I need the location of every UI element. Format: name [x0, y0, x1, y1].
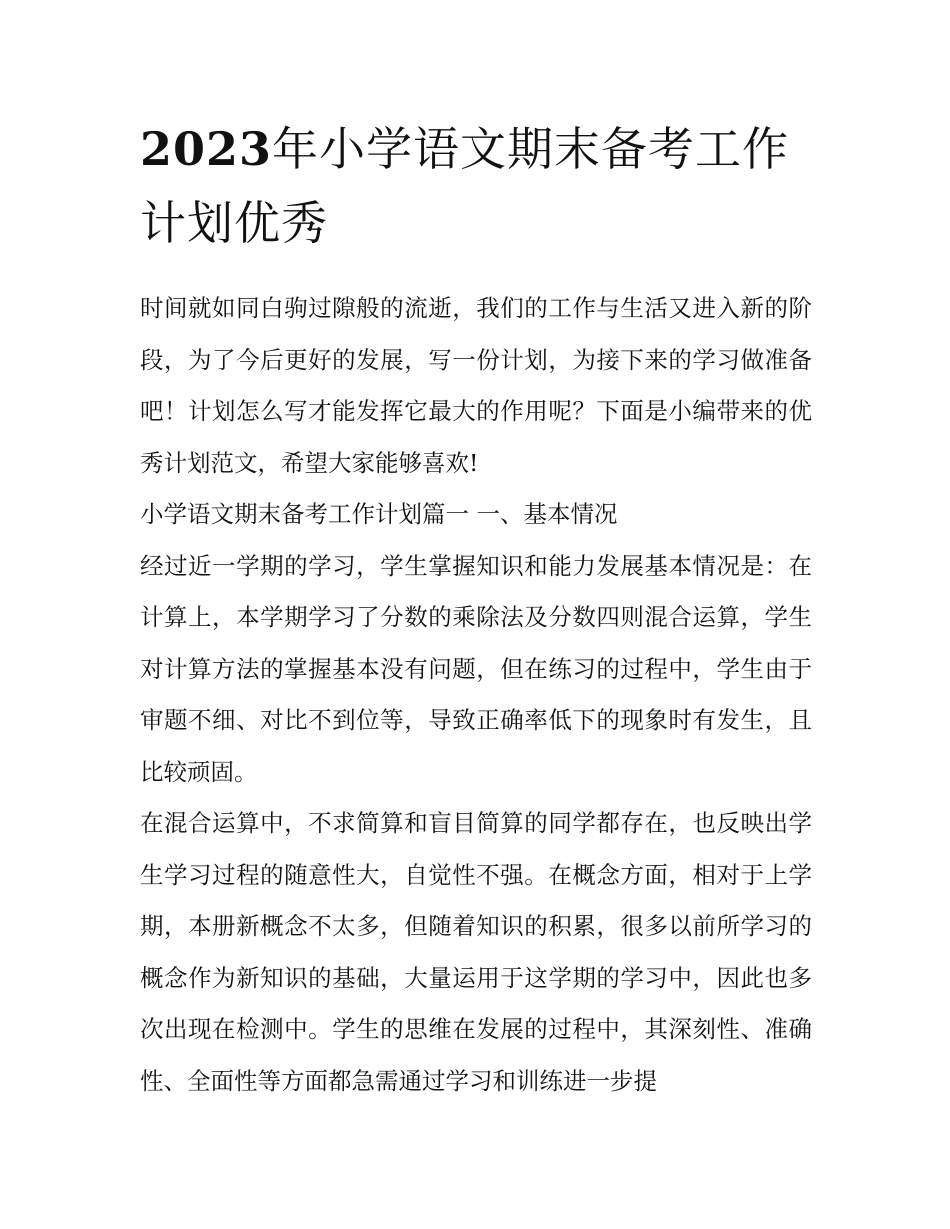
- intro-paragraph: 时间就如同白驹过隙般的流逝，我们的工作与生活又进入新的阶段，为了今后更好的发展，写一份计划，为接下来的学习做准备吧！计划怎么写才能发挥它最大的作用呢？下面是小编带来的优秀计划范文，希望大家能够喜欢!: [140, 294, 812, 477]
- mixed-operation-paragraph: 在混合运算中，不求简算和盲目简算的同学都存在，也反映出学生学习过程的随意性大，自觉性不强。在概念方面，相对于上学期，本册新概念不太多，但随着知识的积累，很多以前所学习的概念作为新知识的基础，大量运用于这学期的学习中，因此也多次出现在检测中。学生的思维在发展的过程中，其深刻性、准确性、全面性等方面都急需通过学习和训练进一步提: [140, 809, 812, 1095]
- basic-situation-paragraph: 经过近一学期的学习，学生掌握知识和能力发展基本情况是：在计算上，本学期学习了分数的乘除法及分数四则混合运算，学生对计算方法的掌握基本没有问题，但在练习的过程中，学生由于审题不细、对比不到位等，导致正确率低下的现象时有发生，且比较顽固。: [140, 551, 812, 786]
- title-text: 年小学语文期末备考工作计划优秀: [140, 122, 790, 250]
- document-title: [140, 112, 812, 260]
- section-heading-paragraph: 小学语文期末备考工作计划篇一 一、基本情况: [140, 500, 618, 528]
- document-body: [140, 283, 812, 1107]
- title-year: 2023: [140, 122, 273, 176]
- document-page: [140, 112, 812, 1107]
